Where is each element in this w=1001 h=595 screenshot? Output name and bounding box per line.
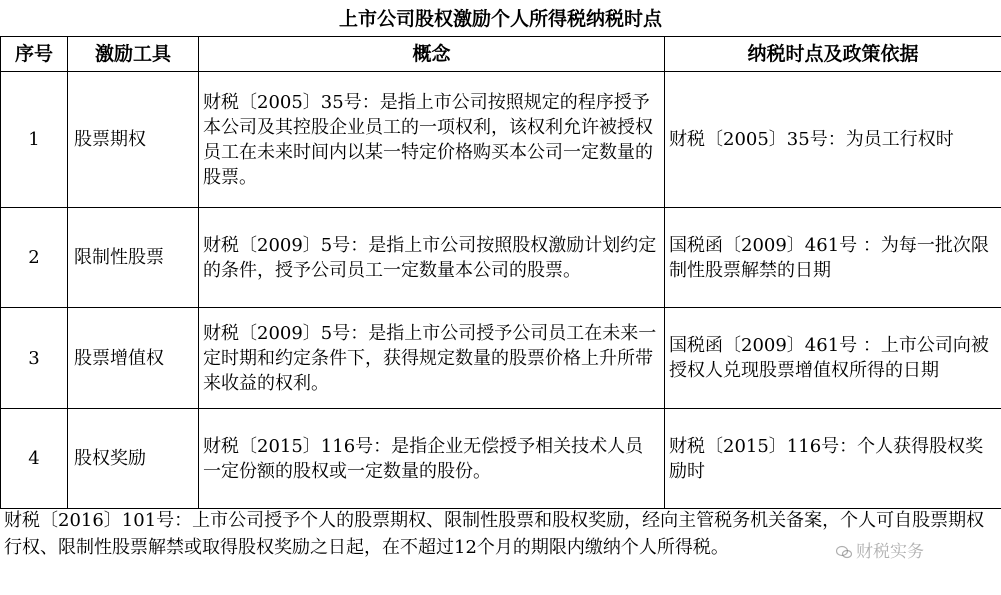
row-seq: 4 — [1, 409, 68, 509]
row-definition: 财税〔2009〕5号：是指上市公司按照股权激励计划约定的条件，授予公司员工一定数量本公司的股票。 — [199, 208, 665, 308]
row-tax-timing: 财税〔2015〕116号：个人获得股权奖励时 — [665, 409, 1001, 509]
wechat-icon — [836, 545, 852, 559]
header-tax-timing: 纳税时点及政策依据 — [665, 37, 1001, 72]
row-tax-timing: 国税函〔2009〕461号 ：为每一批次限制性股票解禁的日期 — [665, 208, 1001, 308]
table-title: 上市公司股权激励个人所得税纳税时点 — [338, 8, 662, 30]
row-tax-timing: 财税〔2005〕35号：为员工行权时 — [665, 72, 1001, 208]
row-tool: 股权奖励 — [68, 409, 199, 509]
row-tax-timing: 国税函〔2009〕461号 ：上市公司向被授权人兑现股票增值权所得的日期 — [665, 308, 1001, 409]
header-tool: 激励工具 — [68, 37, 199, 72]
row-seq: 1 — [1, 72, 68, 208]
header-definition: 概念 — [199, 37, 665, 72]
header-seq: 序号 — [1, 37, 68, 72]
row-tool: 股票期权 — [68, 72, 199, 208]
footer-note: 财税〔2016〕101号：上市公司授予个人的股票期权、限制性股票和股权奖励，经向主管税务机关备案，个人可自股票期权行权、限制性股票解禁或取得股权奖励之日起，在不超过12个月的期限内缴纳个人所得税。 — [4, 510, 985, 558]
row-definition: 财税〔2009〕5号：是指上市公司授予公司员工在未来一定时期和约定条件下，获得规定数量的股票价格上升所带来收益的权利。 — [199, 308, 665, 409]
watermark — [836, 539, 996, 565]
table-row — [1, 308, 1001, 409]
row-tool: 限制性股票 — [68, 208, 199, 308]
table-row — [1, 208, 1001, 308]
row-seq: 3 — [1, 308, 68, 409]
row-tool: 股票增值权 — [68, 308, 199, 409]
table-row — [1, 72, 1001, 208]
tax-timing-table — [0, 36, 1001, 509]
watermark-text: 财税实务 — [856, 542, 924, 562]
row-definition: 财税〔2015〕116号：是指企业无偿授予相关技术人员一定份额的股权或一定数量的股份。 — [199, 409, 665, 509]
row-seq: 2 — [1, 208, 68, 308]
row-definition: 财税〔2005〕35号：是指上市公司按照规定的程序授予本公司及其控股企业员工的一项权利，该权利允许被授权员工在未来时间内以某一特定价格购买本公司一定数量的股票。 — [199, 72, 665, 208]
header-row — [1, 37, 1001, 72]
table-row — [1, 409, 1001, 509]
